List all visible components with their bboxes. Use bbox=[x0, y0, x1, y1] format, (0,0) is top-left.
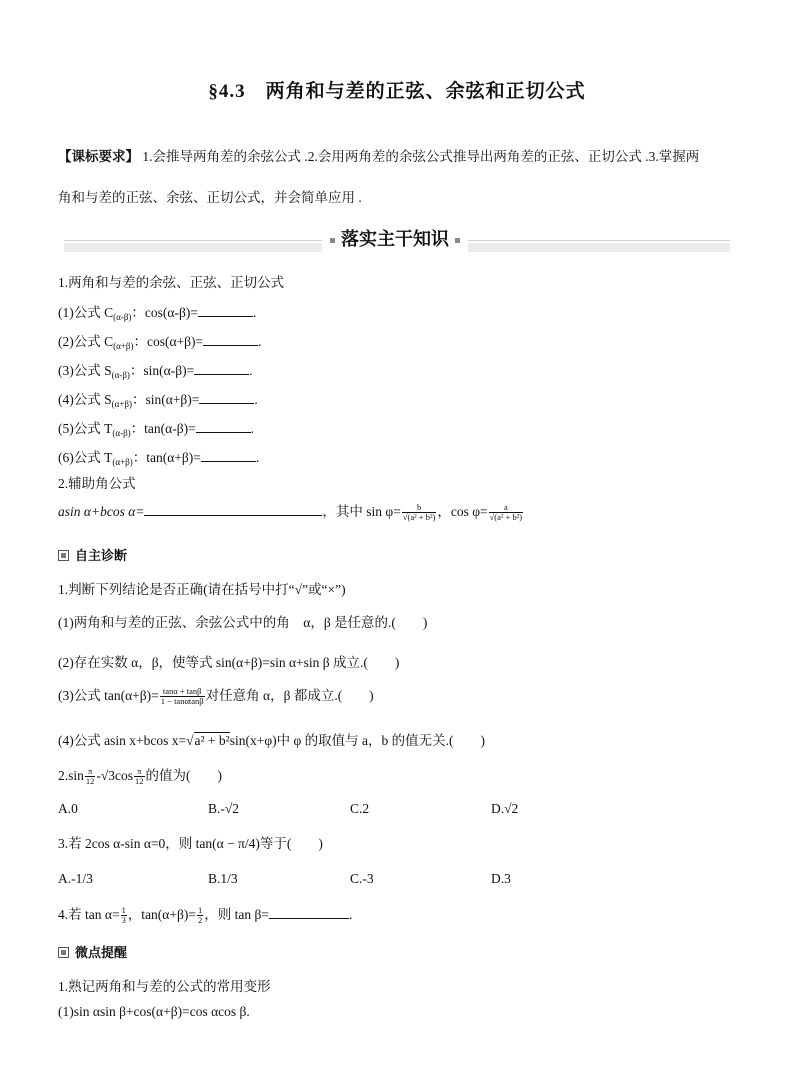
question-4: 4.若 tan α= $\frac{1}{3}$ ，tan(α+β)= $\frac{1}{2}$ ，则 tan β= . bbox=[58, 905, 353, 926]
formula-5: (5)公式 $T_{(\alpha-\beta)}$：tan(α-β)= . bbox=[58, 421, 255, 438]
answer-blank[interactable] bbox=[269, 906, 349, 919]
fraction: $\frac{1}{3}$ bbox=[121, 905, 126, 926]
answer-blank[interactable] bbox=[196, 420, 251, 433]
answer-blank[interactable] bbox=[194, 362, 249, 375]
q3-option-c[interactable]: C.-3 bbox=[350, 871, 374, 886]
fraction: $\frac{\pi}{12}$ bbox=[135, 766, 144, 787]
tip-1-1: (1)sin αsin β+cos(α+β)=cos αcos β. bbox=[58, 1004, 250, 1019]
q2-option-c[interactable]: C.2 bbox=[350, 801, 370, 816]
formula-1: (1)公式 $C_{(\alpha-\beta)}$：cos(α-β)= . bbox=[58, 305, 257, 322]
page-title: §4.3 两角和与差的正弦、余弦和正切公式 bbox=[208, 81, 586, 102]
formula-3: (3)公式 $S_{(\alpha-\beta)}$：sin(α-β)= . bbox=[58, 363, 253, 380]
question-2: 2.sin $\frac{\pi}{12}$ -√3cos $\frac{\pi}{12}$ 的值为( ) bbox=[58, 766, 223, 787]
fraction: $\frac{\tan\alpha + \tan\beta}{1 - \tan\alpha\tan\beta}$ bbox=[160, 686, 204, 707]
fraction: $\frac{b}{\text{√(a² + b²)}}$ bbox=[402, 502, 436, 523]
question-1: 1.判断下列结论是否正确(请在括号中打“√”或“×”) bbox=[58, 582, 346, 597]
tips-heading: 微点提醒 bbox=[58, 942, 127, 961]
formula-6: (6)公式 $T_{(\alpha+\beta)}$：tan(α+β)= . bbox=[58, 450, 260, 467]
requirements-line-1: 【课标要求】 1.会推导两角差的余弦公式 .2.会用两角差的余弦公式推导出两角差的正弦、正切公式 .3.掌握两 bbox=[58, 149, 700, 164]
q2-option-a[interactable]: A.0 bbox=[58, 801, 78, 816]
square-bullet-icon bbox=[58, 947, 69, 958]
tip-1: 1.熟记两角和与差的公式的常用变形 bbox=[58, 979, 271, 994]
banner-label: 落实主干知识 bbox=[341, 229, 449, 250]
fraction: $\frac{a}{\text{√(a² + b²)}}$ bbox=[489, 502, 523, 523]
answer-blank[interactable] bbox=[144, 503, 322, 516]
auxiliary-formula: asin α+bcos α= ，其中 sin φ= $\frac{b}{\text{√(a² + b²)}}$ ，cos φ= $\frac{a}{\text{√(a² + b²)}}$ bbox=[58, 502, 523, 523]
section2-heading: 2.辅助角公式 bbox=[58, 476, 136, 491]
section-banner bbox=[322, 228, 468, 252]
answer-blank[interactable] bbox=[201, 449, 256, 462]
answer-blank[interactable] bbox=[198, 304, 253, 317]
q3-option-d[interactable]: D.3 bbox=[491, 871, 511, 886]
q2-option-d[interactable]: D.√2 bbox=[491, 801, 519, 816]
fraction: $\frac{\pi}{12}$ bbox=[85, 766, 95, 787]
answer-blank[interactable] bbox=[203, 333, 258, 346]
requirements-line-2: 角和与差的正弦、余弦、正切公式，并会简单应用 . bbox=[58, 190, 362, 205]
formula-2: (2)公式 $C_{(\alpha+\beta)}$：cos(α+β)= . bbox=[58, 334, 262, 351]
diagnosis-heading: 自主诊断 bbox=[58, 545, 127, 564]
q3-option-a[interactable]: A.-1/3 bbox=[58, 871, 93, 886]
question-1-1: (1)两角和与差的正弦、余弦公式中的角 α，β 是任意的.( ) bbox=[58, 615, 428, 630]
q3-option-b[interactable]: B.1/3 bbox=[208, 871, 238, 886]
question-1-2: (2)存在实数 α，β，使等式 sin(α+β)=sin α+sin β 成立.( ) bbox=[58, 655, 400, 670]
requirements-label: 【课标要求】 bbox=[58, 149, 139, 164]
question-1-4: (4)公式 asin x+bcos x=√a² + b²sin(x+φ)中 φ 的取值与 a，b 的值无关.( ) bbox=[58, 733, 486, 748]
formula-4: (4)公式 $S_{(\alpha+\beta)}$：sin(α+β)= . bbox=[58, 392, 258, 409]
section1-heading: 1.两角和与差的余弦、正弦、正切公式 bbox=[58, 275, 285, 290]
question-3: 3.若 2cos α-sin α=0，则 tan(α − π/4)等于( ) bbox=[58, 836, 323, 851]
question-1-3: (3)公式 tan(α+β)= $\frac{\tan\alpha + \tan\beta}{1 - \tan\alpha\tan\beta}$ 对任意角 α，β 都成立.( ) bbox=[58, 686, 374, 707]
fraction: $\frac{1}{2}$ bbox=[197, 905, 203, 926]
answer-blank[interactable] bbox=[199, 391, 254, 404]
square-bullet-icon bbox=[58, 550, 69, 561]
q2-option-b[interactable]: B.-√2 bbox=[208, 801, 240, 816]
